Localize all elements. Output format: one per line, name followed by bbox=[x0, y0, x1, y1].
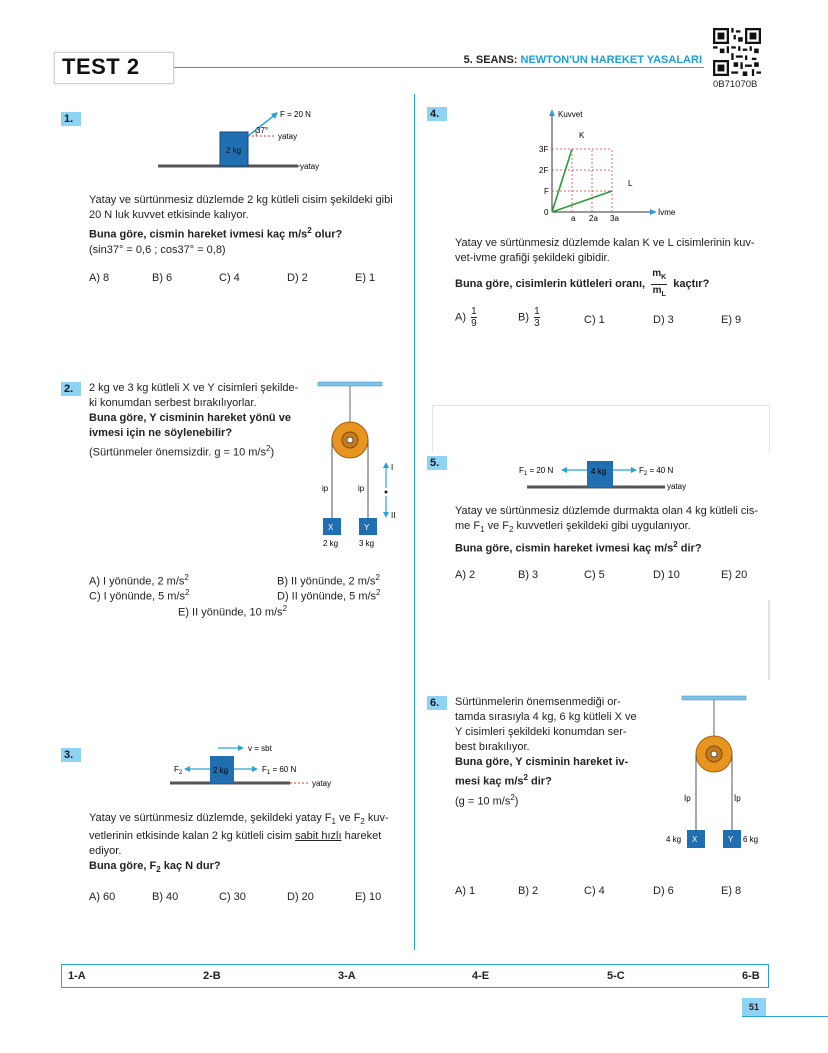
qr-code-label: 0B71070B bbox=[713, 79, 758, 90]
q2-dir-down: II bbox=[391, 511, 396, 520]
q4-option-d[interactable]: D) 3 bbox=[653, 314, 674, 326]
q3-velocity-label: v = sbt bbox=[248, 744, 272, 753]
q2-option-d[interactable]: D) II yönünde, 5 $m/s^2$ bbox=[277, 588, 381, 603]
q6-y-label: Y bbox=[728, 835, 734, 844]
q3-mass-label: 2 kg bbox=[213, 766, 229, 775]
q3-option-c[interactable]: C) 30 bbox=[219, 891, 246, 903]
q1-option-d[interactable]: D) 2 bbox=[287, 272, 308, 284]
x-tick-3a: 3a bbox=[610, 214, 619, 223]
page-number-rule bbox=[742, 1016, 828, 1017]
y-axis-title: Kuvvet bbox=[558, 110, 583, 119]
q3-option-e[interactable]: E) 10 bbox=[355, 891, 382, 903]
q5-option-c[interactable]: C) 5 bbox=[584, 569, 605, 581]
q1-figure bbox=[150, 104, 350, 174]
q6-option-c[interactable]: C) 4 bbox=[584, 885, 605, 897]
q5-figure bbox=[515, 456, 715, 492]
q6-option-b[interactable]: B) 2 bbox=[518, 885, 539, 897]
answer-key-item: 6-B bbox=[742, 970, 760, 982]
q4-option-c[interactable]: C) 1 bbox=[584, 314, 605, 326]
x-axis-title: İvme bbox=[658, 208, 676, 217]
q4-option-e[interactable]: E) 9 bbox=[721, 314, 742, 326]
qr-code-icon bbox=[713, 28, 761, 76]
q4-body: Yatay ve sürtünmesiz düzlemde kalan K ve L cisimlerinin kuv- vet-ivme grafiği şekildeki gibidir. bbox=[455, 237, 755, 264]
q6-pulley-figure bbox=[662, 692, 772, 852]
y-tick-3F: 3F bbox=[539, 145, 549, 154]
q2-mass-x: 2 kg bbox=[323, 539, 339, 548]
q5-option-d[interactable]: D) 10 bbox=[653, 569, 680, 581]
q1-yatay-label: yatay bbox=[278, 132, 298, 141]
q1-mass-label: 2 kg bbox=[226, 146, 242, 155]
origin-label: 0 bbox=[544, 208, 549, 217]
q5-mass-label: 4 kg bbox=[591, 467, 607, 476]
q1-angle-label: 37° bbox=[256, 126, 269, 135]
q5-option-e[interactable]: E) 20 bbox=[721, 569, 748, 581]
question-number: 2. bbox=[61, 382, 81, 396]
q5-frame-right bbox=[768, 600, 770, 680]
q5-option-b[interactable]: B) 3 bbox=[518, 569, 539, 581]
series-label-K: K bbox=[579, 131, 585, 140]
q2-pulley-figure bbox=[310, 378, 410, 553]
answer-key-item: 2-B bbox=[203, 970, 221, 982]
q6-rope-left-label: İp bbox=[684, 794, 691, 803]
q1-option-b[interactable]: B) 6 bbox=[152, 272, 173, 284]
q3-yatay-label: yatay bbox=[312, 779, 332, 788]
x-tick-a: a bbox=[571, 214, 576, 223]
y-tick-F: F bbox=[544, 187, 549, 196]
q2-dir-up: I bbox=[391, 463, 394, 472]
q5-frame-top bbox=[432, 405, 770, 452]
q1-option-c[interactable]: C) 4 bbox=[219, 272, 240, 284]
q4-option-b[interactable]: B) $\frac{1}{3}$ bbox=[518, 306, 540, 329]
q2-body: 2 kg ve 3 kg kütleli X ve Y cisimleri şekilde- ki konumdan serbest bırakılıyorlar. Buna göre, Y cisminin hareket yönü ve ivmesi için ne söylenebilir? (Sürtünmeler önemsizdir. g = 10 $m/s^2$) bbox=[89, 382, 299, 459]
q3-option-d[interactable]: D) 20 bbox=[287, 891, 314, 903]
test-title: TEST 2 bbox=[62, 54, 140, 79]
q2-option-e[interactable]: E) II yönünde, 10 $m/s^2$ bbox=[178, 604, 288, 619]
ceiling bbox=[682, 696, 746, 700]
x-tick-2a: 2a bbox=[589, 214, 598, 223]
answer-key-item: 1-A bbox=[68, 970, 86, 982]
q6-body: Sürtünmelerin önemsenmediği or- tamda sırasıyla 4 kg, 6 kg kütleli X ve Y cisimleri şekildeki konumdan ser- best bırakılıyor. Buna göre, Y cisminin hareket iv- mesi kaç $m/s^2$ dir? (g = 10 $m/s^2$) bbox=[455, 696, 637, 808]
question-number: 1. bbox=[61, 112, 81, 126]
question-number: 4. bbox=[427, 107, 447, 121]
q2-option-b[interactable]: B) II yönünde, 2 $m/s^2$ bbox=[277, 573, 380, 588]
q1-force-label: F = 20 N bbox=[280, 110, 311, 119]
q4-force-acceleration-chart bbox=[530, 102, 690, 227]
q2-mass-y: 3 kg bbox=[359, 539, 375, 548]
q2-option-c[interactable]: C) I yönünde, 5 $m/s^2$ bbox=[89, 588, 190, 603]
answer-key-item: 5-C bbox=[607, 970, 625, 982]
ceiling bbox=[318, 382, 382, 386]
q4-question: Buna göre, cisimlerin kütleleri oranı, $\frac{m_K}{m_L}$ kaçtır? bbox=[455, 268, 710, 298]
q5-f1-label: $F_1 = 20$ N bbox=[519, 466, 554, 477]
session-title: 5. SEANS: NEWTON'UN HAREKET YASALARI bbox=[463, 54, 702, 66]
question-number: 3. bbox=[61, 748, 81, 762]
q6-option-e[interactable]: E) 8 bbox=[721, 885, 742, 897]
q2-rope-left-label: ip bbox=[322, 484, 329, 493]
q3-f2-label: $F_2$ bbox=[174, 765, 183, 776]
q2-option-a[interactable]: A) I yönünde, 2 $m/s^2$ bbox=[89, 573, 189, 588]
q5-body: Yatay ve sürtünmesiz düzlemde durmakta olan 4 kg kütleli cis- me $F_1$ ve $F_2$ kuvvetleri şekildeki gibi uygulanıyor. Buna göre, cismin hareket ivmesi kaç $m/s^2$ dir? bbox=[455, 505, 759, 555]
q1-option-e[interactable]: E) 1 bbox=[355, 272, 376, 284]
q3-option-a[interactable]: A) 60 bbox=[89, 891, 116, 903]
q6-x-label: X bbox=[692, 835, 698, 844]
series-line-K bbox=[552, 149, 572, 212]
question-number: 6. bbox=[427, 696, 447, 710]
column-divider bbox=[414, 94, 415, 950]
q6-option-a[interactable]: A) 1 bbox=[455, 885, 476, 897]
q5-option-a[interactable]: A) 2 bbox=[455, 569, 476, 581]
q3-option-b[interactable]: B) 40 bbox=[152, 891, 179, 903]
question-number: 5. bbox=[427, 456, 447, 470]
q1-option-a[interactable]: A) 8 bbox=[89, 272, 110, 284]
series-label-L: L bbox=[628, 179, 633, 188]
q3-figure bbox=[170, 740, 370, 792]
q3-f1-label: $F_1 = 60$ N bbox=[262, 765, 297, 776]
q6-mass-y: 6 kg bbox=[743, 835, 759, 844]
q3-body: Yatay ve sürtünmesiz düzlemde, şekildeki yatay $F_1$ ve $F_2$ kuv- vetlerinin etkisinde kalan 2 kg kütleli cisim sabit hızlı hareket ediyor. Buna göre, $F_2$ kaç N dur? bbox=[89, 812, 389, 875]
q6-rope-right-label: İp bbox=[734, 794, 741, 803]
q6-mass-x: 4 kg bbox=[666, 835, 682, 844]
q2-rope-right-label: ip bbox=[358, 484, 365, 493]
q2-y-label: Y bbox=[364, 523, 370, 532]
q4-option-a[interactable]: A) $\frac{1}{9}$ bbox=[455, 306, 477, 329]
answer-key-bar bbox=[61, 964, 769, 988]
header-rule bbox=[174, 67, 704, 68]
series-line-L bbox=[552, 191, 612, 212]
q2-x-label: X bbox=[328, 523, 334, 532]
q5-yatay-label: yatay bbox=[667, 482, 687, 491]
q6-option-d[interactable]: D) 6 bbox=[653, 885, 674, 897]
q1-body: Yatay ve sürtünmesiz düzlemde 2 kg kütleli cisim şekildeki gibi 20 N luk kuvvet etkisinde kalıyor. Buna göre, cismin hareket ivmesi kaç $m/s^2$ olur? (sin37° = 0,6 ; cos37° = 0,8) bbox=[89, 194, 393, 256]
answer-key-item: 3-A bbox=[338, 970, 356, 982]
answer-key-item: 4-E bbox=[472, 970, 490, 982]
q5-f2-label: $F_2 = 40$ N bbox=[639, 466, 674, 477]
y-tick-2F: 2F bbox=[539, 166, 549, 175]
page-number: 51 bbox=[742, 998, 766, 1016]
q1-ground-label: yatay bbox=[300, 162, 320, 171]
